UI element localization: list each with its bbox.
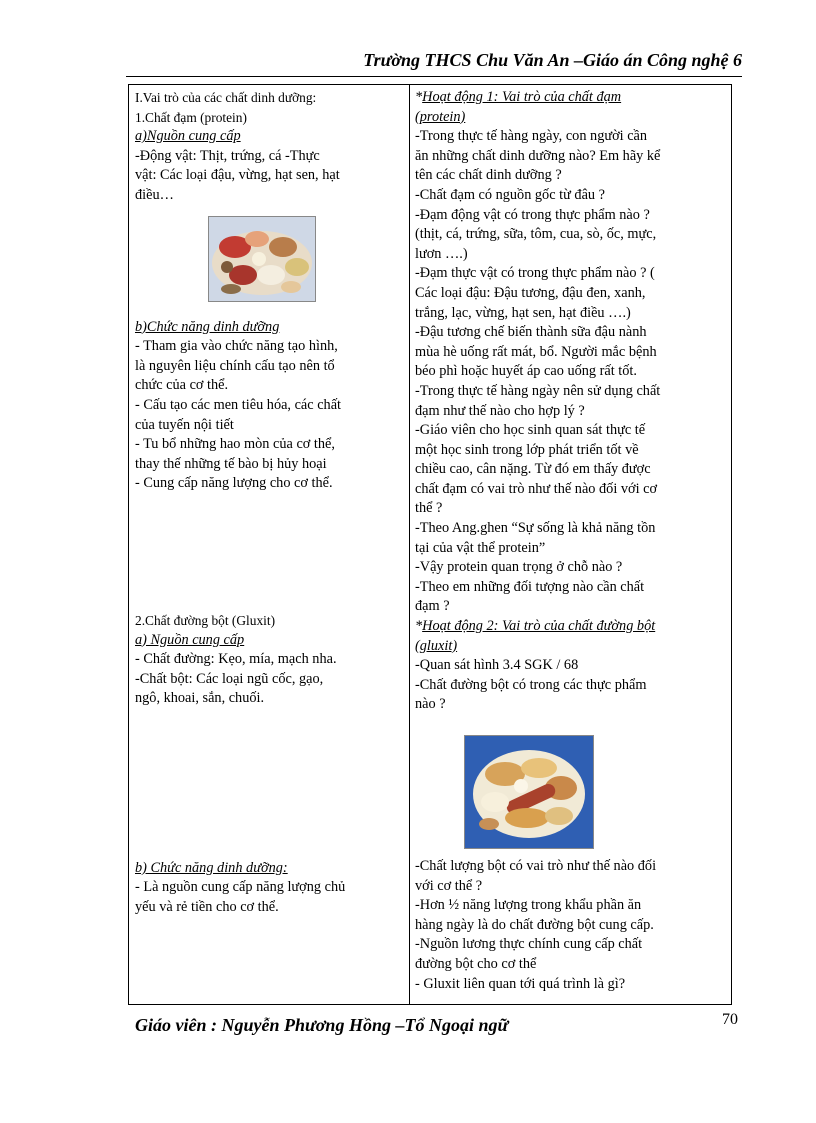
text-line: tên các chất dinh dưỡng ?: [415, 167, 562, 184]
text-line: - Cấu tạo các men tiêu hóa, các chất: [135, 396, 342, 413]
source-heading: a) Nguồn cung cấp: [135, 631, 245, 648]
section-heading: I.Vai trò của các chất dinh dưỡng:: [135, 90, 317, 105]
text-line: ăn những chất dinh dưỡng nào? Em hãy kể: [415, 147, 661, 164]
asterisk: *: [415, 618, 423, 635]
starch-foods-image: [464, 735, 594, 849]
text-line: - Chất đường: Kẹo, mía, mạch nha.: [135, 651, 337, 668]
subsection-heading: 2.Chất đường bột (Gluxit): [135, 612, 276, 628]
text-line: -Trong thực tế hàng ngày nên sử dụng chất: [415, 382, 661, 399]
text-line: -Giáo viên cho học sinh quan sát thực tế: [415, 422, 646, 439]
text-line: đạm ?: [415, 598, 450, 615]
header-rule: [126, 76, 742, 77]
text-line: của tuyến nội tiết: [135, 416, 234, 433]
spacer: [415, 849, 725, 857]
text-line: là nguyên liệu chính cấu tạo nên tổ: [135, 357, 335, 374]
text-line: chất đạm có vai trò như thế nào đối với cơ: [415, 480, 658, 497]
activity-heading-cont: [415, 637, 725, 657]
text-line: -Theo em những đối tượng nào cần chất: [415, 578, 645, 595]
text-line: -Đậu tương chế biến thành sữa đậu nành: [415, 324, 647, 341]
text-line: -Hơn ½ năng lượng trong khẩu phần ăn: [415, 897, 642, 914]
column-divider: [409, 84, 410, 1005]
activity-heading-cont: [415, 108, 725, 128]
function-heading: b)Chức năng dinh dưỡng: [135, 318, 280, 335]
text-line: - Cung cấp năng lượng cho cơ thể.: [135, 475, 333, 492]
text-line: -Chất lượng bột có vai trò như thế nào đối: [415, 858, 657, 874]
text-line: lươn ….): [415, 245, 468, 262]
text-line: điều…: [135, 186, 174, 203]
page-header-title: Trường THCS Chu Văn An –Giáo án Công nghệ 6: [363, 50, 742, 70]
text-line: - Là nguồn cung cấp năng lượng chủ: [135, 879, 346, 896]
text-line: -Theo Ang.ghen “Sự sống là khả năng tồn: [415, 520, 656, 537]
text-line: vật: Các loại đậu, vừng, hạt sen, hạt: [135, 167, 340, 184]
text-line: yếu và rẻ tiền cho cơ thể.: [135, 899, 279, 916]
text-line: béo phì hoặc huyết áp cao uống rất tốt.: [415, 363, 637, 380]
source-heading: a)Nguồn cung cấp: [135, 128, 241, 145]
text-line: -Chất đạm có nguồn gốc từ đâu ?: [415, 186, 605, 203]
text-line: hàng ngày là do chất đường bột cung cấp.: [415, 916, 654, 933]
content-column: [135, 88, 401, 918]
activity-heading: [415, 617, 725, 637]
text-line: -Quan sát hình 3.4 SGK / 68: [415, 657, 579, 674]
text-line: -Trong thực tế hàng ngày, con người cần: [415, 128, 648, 145]
text-line: nào ?: [415, 696, 446, 713]
text-line: -Chất đường bột có trong các thực phẩm: [415, 676, 647, 693]
text-line: chiều cao, cân nặng. Từ đó em thấy được: [415, 461, 651, 478]
spacer: [135, 494, 401, 611]
text-line: tại của vật thể protein”: [415, 539, 546, 556]
asterisk: *: [415, 89, 423, 105]
text-line: một học sinh trong lớp phát triển tốt về: [415, 441, 639, 458]
text-line: -Nguồn lương thực chính cung cấp chất: [415, 936, 643, 953]
spacer: [135, 709, 401, 859]
spacer: [135, 302, 401, 318]
activity-title: (protein): [415, 108, 466, 125]
text-line: mùa hè uống rất mát, bổ. Người mắc bệnh: [415, 343, 657, 360]
subsection-heading: 1.Chất đạm (protein): [135, 109, 247, 125]
text-line: - Tham gia vào chức năng tạo hình,: [135, 338, 338, 355]
text-line: -Vậy protein quan trọng ở chỗ nào ?: [415, 559, 623, 576]
text-line: - Gluxit liên quan tới quá trình là gì?: [415, 975, 626, 992]
text-line: Các loại đậu: Đậu tương, đậu đen, xanh,: [415, 284, 646, 301]
activity-column: [415, 88, 725, 994]
text-line: -Đạm thực vật có trong thực phẩm nào ? (: [415, 265, 655, 282]
text-line: -Động vật: Thịt, trứng, cá -Thực: [135, 147, 320, 164]
protein-foods-image: [208, 216, 316, 302]
text-line: thể ?: [415, 500, 443, 517]
teacher-footer: Giáo viên : Nguyễn Phương Hồng –Tổ Ngoại ngữ: [135, 1015, 509, 1035]
text-line: -Chất bột: Các loại ngũ cốc, gạo,: [135, 670, 324, 687]
text-line: ngô, khoai, sắn, chuối.: [135, 690, 265, 707]
text-line: chức của cơ thể.: [135, 377, 229, 394]
text-line: -Đạm động vật có trong thực phẩm nào ?: [415, 206, 650, 223]
activity-heading: [415, 88, 725, 108]
text-line: với cơ thể ?: [415, 877, 483, 894]
activity-title: (gluxit): [415, 637, 458, 654]
function-heading: b) Chức năng dinh dưỡng:: [135, 859, 288, 876]
text-line: trắng, lạc, vừng, hạt sen, hạt điều ….): [415, 304, 631, 321]
activity-title: Hoạt động 2: Vai trò của chất đường bột: [422, 618, 656, 635]
text-line: đạm như thế nào cho hợp lý ?: [415, 402, 585, 419]
text-line: thay thế những tế bào bị hủy hoại: [135, 455, 327, 472]
text-line: (thịt, cá, trứng, sữa, tôm, cua, sò, ốc, mực,: [415, 226, 657, 243]
text-line: đường bột cho cơ thể: [415, 955, 537, 972]
text-line: - Tu bổ những hao mòn của cơ thể,: [135, 436, 335, 453]
page-number: 70: [722, 1011, 738, 1028]
activity-title: Hoạt động 1: Vai trò của chất đạm: [422, 89, 622, 105]
